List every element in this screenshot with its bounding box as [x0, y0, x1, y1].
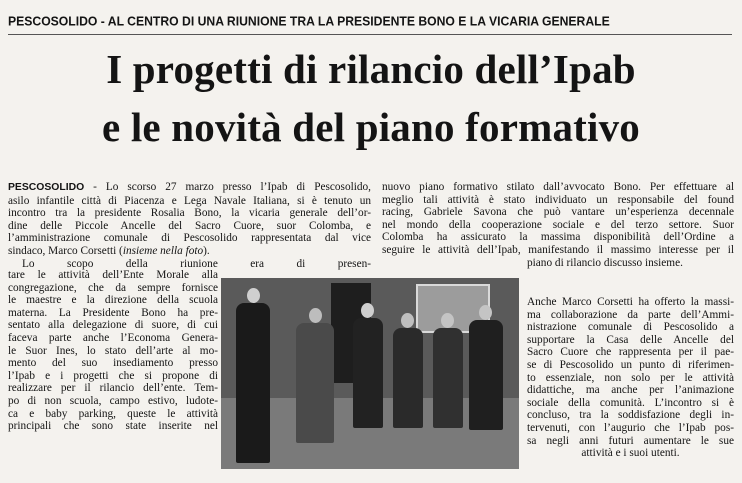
col2-line: l’Ipab e i progetti che si propone di: [8, 369, 218, 382]
col2-line: ca e baby parking, queste le attività: [8, 407, 218, 420]
photo-person: [236, 303, 270, 463]
col4-line: ma collaborazione da parte dell’Ammi-: [527, 308, 734, 321]
col4-line: Sacro Cuore che rappresenta per il pae-: [527, 346, 734, 359]
article-column-2: [8, 269, 218, 433]
col2-line: sentato alla delegazione di suore, di cui: [8, 319, 218, 332]
headline-line-1: I progetti di rilancio dell’Ipab: [106, 46, 636, 92]
col1-line: dine delle Piccole Ancelle del Sacro Cuore, suor Colomba, e: [8, 219, 371, 232]
kicker-line: PESCOSOLIDO - AL CENTRO DI UNA RIUNIONE TRA LA PRESIDENTE BONO E LA VICARIA GENERALE: [8, 13, 610, 29]
col1-line: Lo scopo della riunione era di presen-: [22, 257, 371, 270]
headline-line-2: e le novità del piano formativo: [101, 104, 641, 150]
col1-line: sindaco, Marco Corsetti (insieme nella foto).: [8, 244, 210, 257]
col4-line: didattiche, ma anche per l’animazione: [527, 384, 734, 397]
col4-line: supportare la Casa delle Ancelle del: [527, 333, 734, 346]
col4-line: sociale della comunità. L’incontro si è: [527, 396, 734, 409]
col3-line: racing, Gabriele Savona che può vantare un’esperienza decennale: [382, 206, 734, 219]
article-column-3: [382, 181, 734, 269]
col1-line: PESCOSOLIDO - Lo scorso 27 marzo presso l’Ipab di Pescosolido,: [8, 181, 371, 193]
col3-line: nel mondo della cooperazione sociale e del terzo settore. Suor: [382, 218, 734, 231]
photo-person-head: [361, 303, 374, 318]
col2-line: principali che sono state inserite nel: [8, 420, 218, 433]
article-photo: [221, 278, 519, 469]
col1-line: l’amministrazione comunale di Pescosolido rappresentata dal vice: [8, 232, 371, 245]
photo-person-head: [247, 288, 260, 303]
col2-line: tare le attività dell’Ente Morale alla: [8, 269, 218, 281]
photo-person-head: [479, 305, 492, 320]
photo-person-head: [401, 313, 414, 328]
col3-line: seguire le attività dell’Ipab, manifestando il massimo interesse per il: [382, 243, 734, 256]
col3-line: piano di rilancio discusso insieme.: [527, 256, 683, 269]
article-column-4: [527, 296, 734, 460]
photo-person: [393, 328, 423, 428]
photo-person-head: [309, 308, 322, 323]
col3-line: meglio tali attività è stato individuato un responsabile del found: [382, 193, 734, 206]
photo-person-head: [441, 313, 454, 328]
col4-line: sa negli anni futuri aumentare le sue: [527, 434, 734, 447]
col4-line: Anche Marco Corsetti ha offerto la massi-: [527, 296, 734, 308]
col2-line: mento del suo insediamento presso: [8, 357, 218, 370]
col1-line: incontro tra la presidente Rosalia Bono, la vicaria generale dell’or-: [8, 207, 371, 220]
col2-line: faceva parte anche l’Economa Genera-: [8, 331, 218, 344]
col3-line: Colomba ha assicurato la massima disponibilità dell’Ordine a: [382, 231, 734, 244]
col2-line: po di non scuola, campo estivo, ludote-: [8, 394, 218, 407]
top-rule: [8, 34, 732, 35]
col4-line: concluso, tra la soddisfazione degli in-: [527, 409, 734, 422]
col2-line: realizzare per il rilancio dell’ente. Tem-: [8, 382, 218, 395]
col2-line: congregazione, che da sempre fornisce: [8, 281, 218, 294]
photo-person: [296, 323, 334, 443]
photo-person: [433, 328, 463, 428]
col1-line-rest: - Lo scorso 27 marzo presso l’Ipab di Pescosolido,: [84, 181, 371, 193]
photo-person: [469, 320, 503, 430]
col2-line: materna. La Presidente Bono ha pre-: [8, 306, 218, 319]
col2-line: le maestre e la direzione della scuola: [8, 294, 218, 307]
col2-line: le Suor Ines, lo stato dell’arte al mo-: [8, 344, 218, 357]
col4-line: se di Pescosolido un punto di riferimen-: [527, 358, 734, 371]
col3-line: nuovo piano formativo stilato dall’avvocato Bono. Per effettuare al: [382, 181, 734, 193]
col4-line: to essenziale, non solo per le attività: [527, 371, 734, 384]
article-column-1: [8, 181, 371, 270]
col4-line: tervenuti, con l’augurio che l’Ipab pos-: [527, 421, 734, 434]
col4-line: attività e i suoi utenti.: [581, 447, 680, 460]
col4-line: nistrazione comunale di Pescosolido a: [527, 321, 734, 334]
photo-person: [353, 318, 383, 428]
col1-line: asilo infantile città di Piacenza e Lega Navale Italiana, si è tenuto un: [8, 194, 371, 207]
